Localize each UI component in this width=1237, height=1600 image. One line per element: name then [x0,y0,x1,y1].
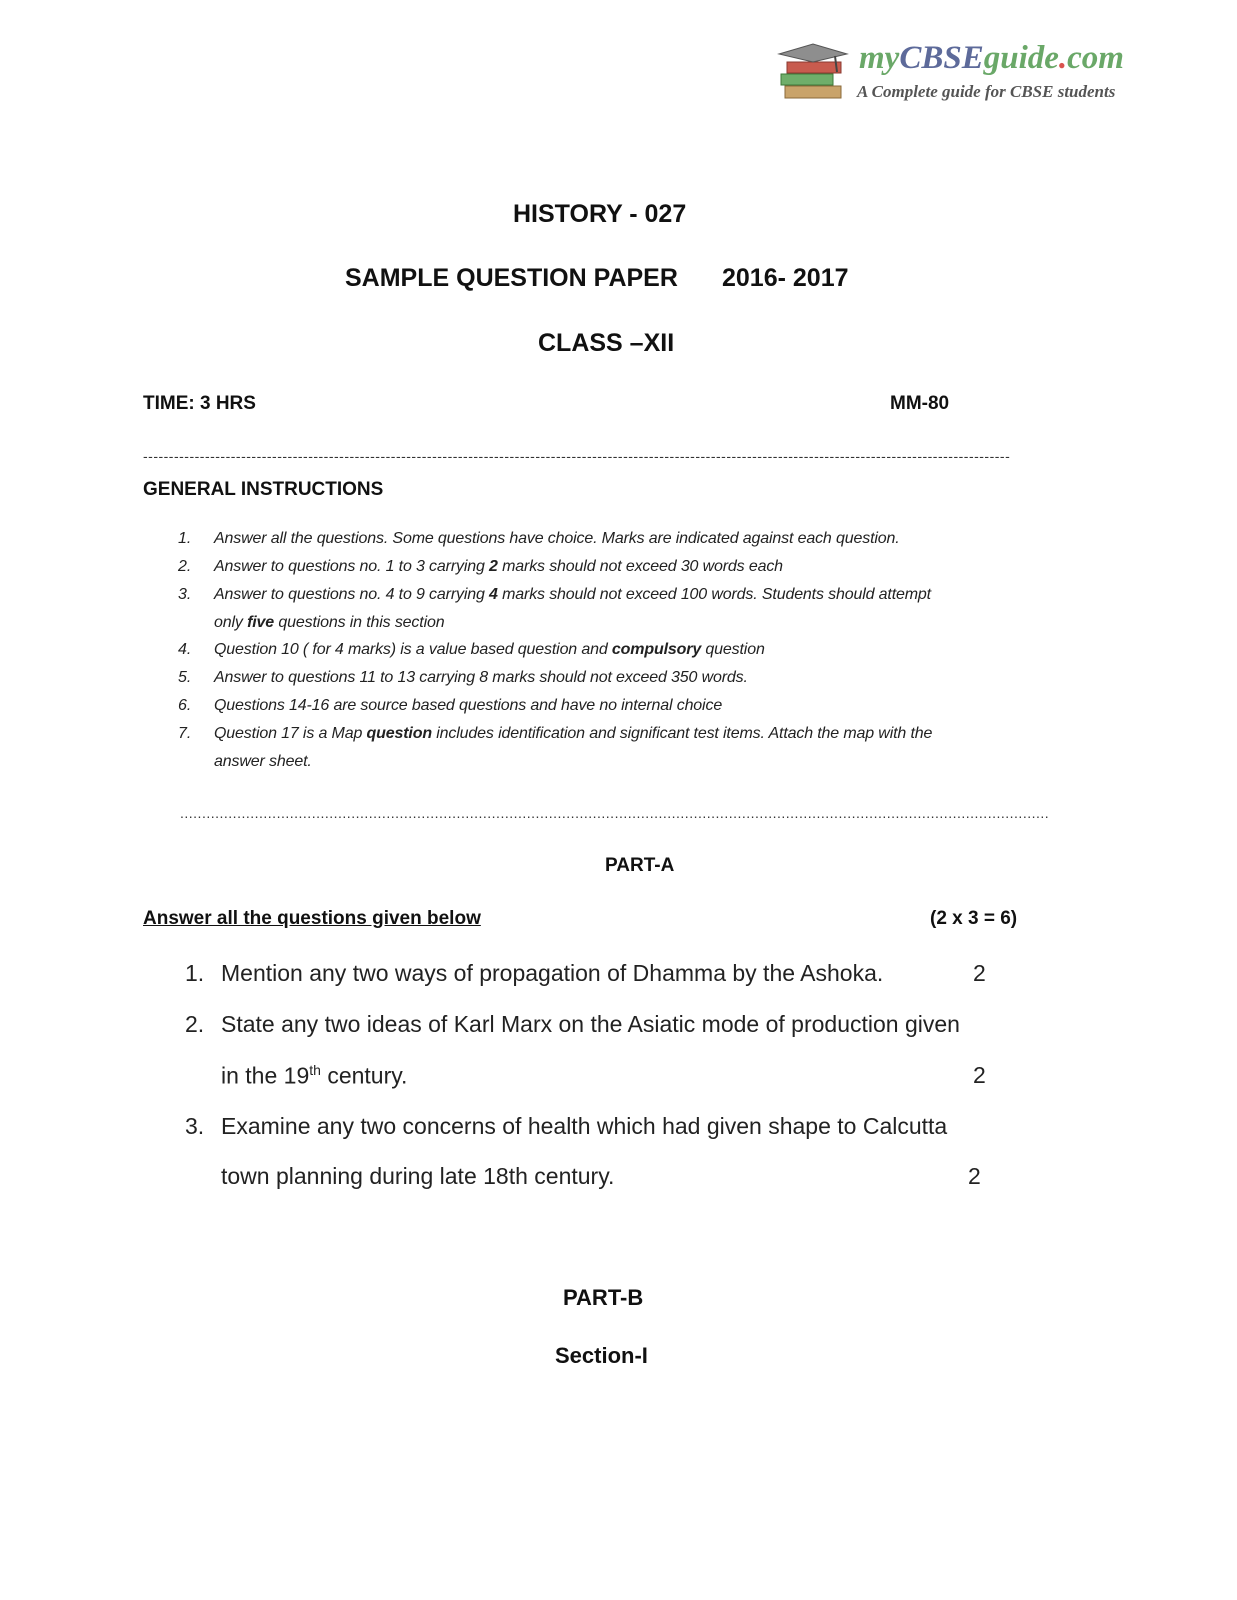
part-a-marks: (2 x 3 = 6) [930,908,1018,929]
instruction-segment: Answer to questions 11 to 13 carrying 8 marks should not exceed 350 words. [214,669,748,686]
instruction-text [214,530,900,548]
instruction-text [214,669,748,687]
instruction-text [214,725,932,743]
class-title: CLASS –XII [538,329,675,357]
question-text: State any two ideas of Karl Marx on the Asiatic mode of production given [221,1011,960,1037]
instruction-emphasis: five [247,614,275,631]
instruction-segment: Answer to questions no. 4 to 9 carrying [214,586,490,603]
instruction-segment: Question 10 ( for 4 marks) is a value based question and [214,641,612,658]
instruction-segment: Questions 14-16 are source based questions and have no internal choice [214,697,723,714]
instruction-text [214,558,783,576]
instruction-segment: marks should not exceed 100 words. Students should attempt [497,586,931,603]
instruction-segment: Question 17 is a Map [214,725,367,742]
instruction-text [214,586,931,604]
question-text: Examine any two concerns of health which had given shape to Calcutta [221,1113,948,1139]
instruction-segment: only [214,614,248,631]
instruction-text [214,697,722,715]
question-text-line2: in the 19th century. [221,1062,408,1089]
instruction-emphasis: 4 [489,586,498,603]
question-number: 2. [185,1011,205,1037]
instruction-number: 7. [178,725,192,742]
books-graduation-cap-icon [775,42,855,104]
part-a-title: PART-A [605,855,675,876]
dotted-divider: ...................................................................................................................................................................................................... [180,805,1050,821]
instruction-number: 1. [178,530,192,547]
instructions-title: GENERAL INSTRUCTIONS [143,479,384,500]
instruction-segment: question [701,641,765,658]
instruction-emphasis: question [366,725,432,742]
instruction-number: 2. [178,558,192,575]
instruction-segment: Answer all the questions. Some questions have choice. Marks are indicated against each question. [214,530,900,547]
instruction-number: 4. [178,641,192,658]
instruction-segment: marks should not exceed 30 words each [497,558,783,575]
subject-title: HISTORY - 027 [513,200,687,228]
instruction-text [214,753,312,771]
question-marks: 2 [973,960,986,986]
question-marks: 2 [968,1163,981,1189]
instruction-text [214,614,444,632]
section-title: Section-I [555,1343,648,1368]
instruction-number: 5. [178,669,192,686]
time-label: TIME: 3 HRS [143,393,256,414]
logo-tagline: A Complete guide for CBSE students [857,82,1116,101]
question-marks: 2 [973,1062,986,1088]
question-text: Mention any two ways of propagation of Dhamma by the Ashoka. [221,960,884,986]
part-b-title: PART-B [563,1285,644,1310]
question-text-line2: town planning during late 18th century. [221,1163,615,1189]
paper-title: SAMPLE QUESTION PAPER [345,264,678,292]
instruction-segment: Answer to questions no. 1 to 3 carrying [214,558,490,575]
paper-year: 2016- 2017 [722,264,849,292]
instruction-text [214,641,765,659]
question-number: 1. [185,960,205,986]
instruction-segment: answer sheet. [214,753,312,770]
part-a-heading: Answer all the questions given below [143,908,481,929]
question-number: 3. [185,1113,205,1139]
instruction-number: 3. [178,586,192,603]
dashed-divider: ------------------------------------------------------------------------------------------------------------------------------------------------------------------------ [143,448,1011,464]
instruction-segment: includes identification and significant test items. Attach the map with the [431,725,933,742]
instruction-emphasis: 2 [489,558,498,575]
mycbseguide-logo [775,40,1175,110]
instruction-segment: questions in this section [274,614,445,631]
logo-wordmark: myCBSEguide.com [859,40,1124,76]
max-marks-label: MM-80 [890,393,950,414]
instruction-emphasis: compulsory [611,641,702,658]
instruction-number: 6. [178,697,192,714]
